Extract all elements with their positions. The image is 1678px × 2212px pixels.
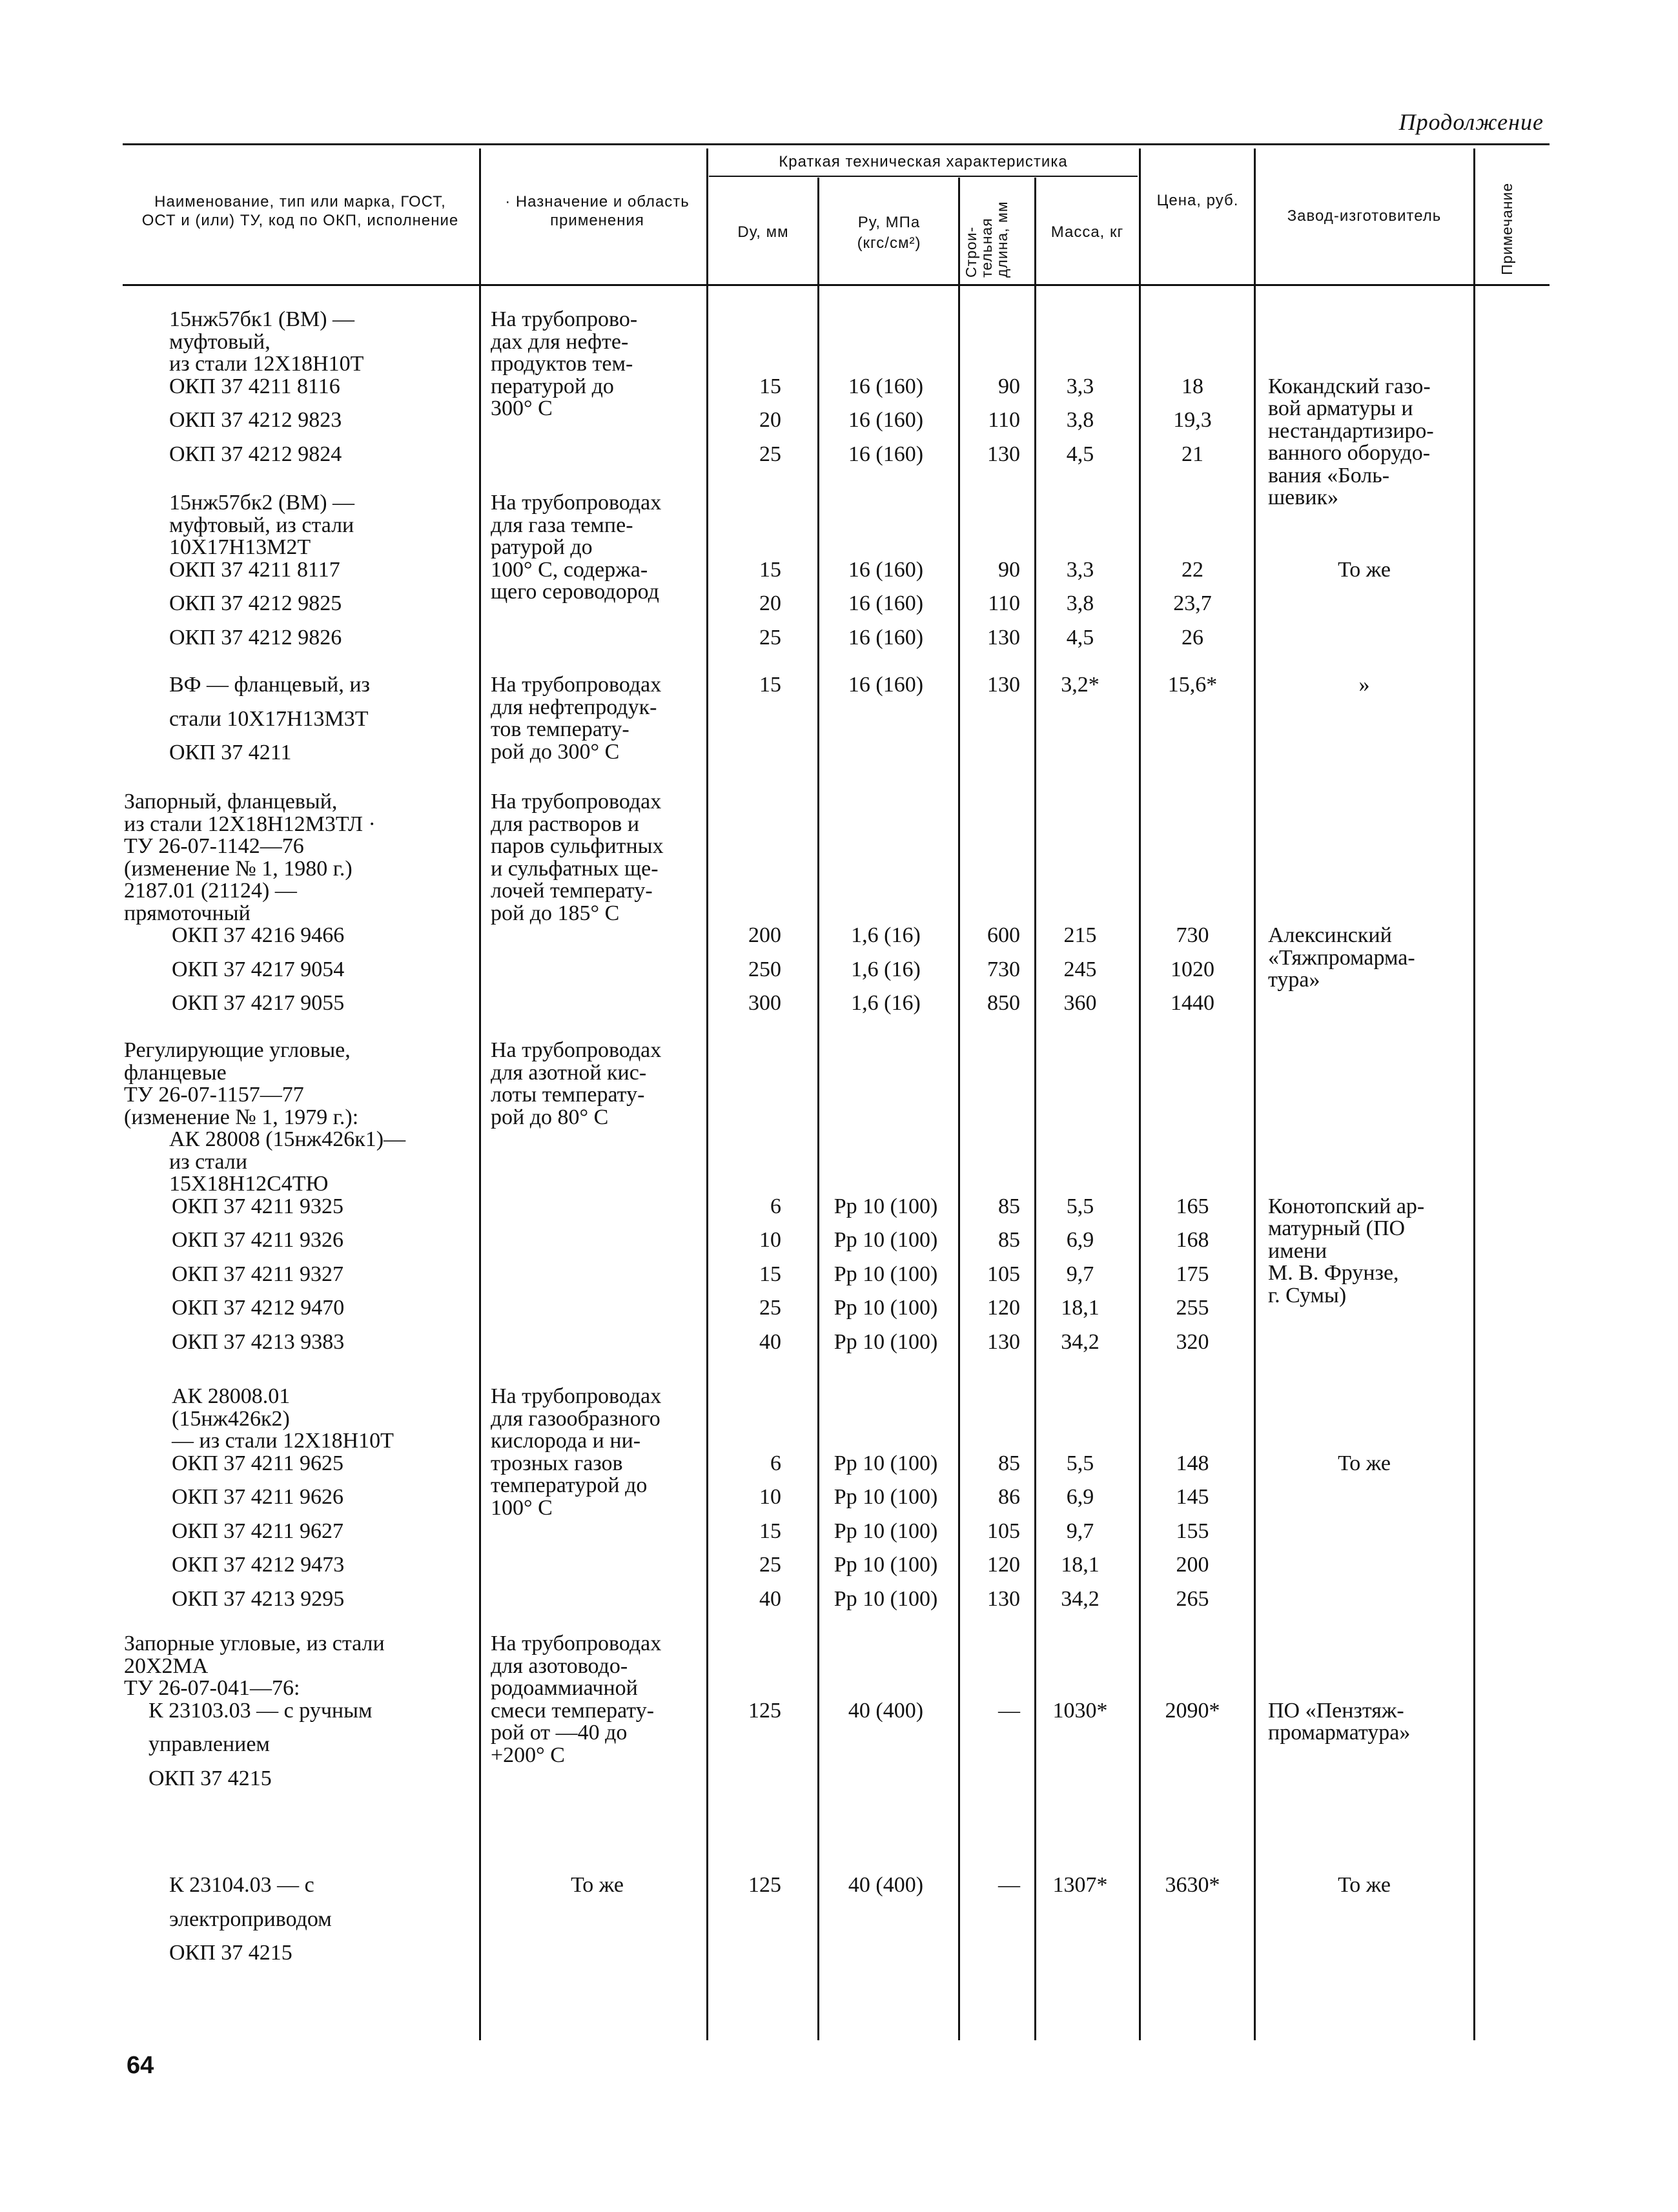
item-name-line: 2187.01 (21124) — — [124, 879, 297, 903]
length-cell: 120 — [987, 1553, 1020, 1577]
item-name-line: ОКП 37 4211 9625 — [172, 1451, 344, 1475]
length-cell: — — [998, 1873, 1020, 1897]
dy-cell: 15 — [759, 557, 781, 582]
py-cell: Pр 10 (100) — [834, 1329, 938, 1354]
price-cell: 23,7 — [1173, 591, 1212, 615]
price-cell: 1440 — [1171, 991, 1214, 1015]
dy-cell: 10 — [759, 1228, 781, 1252]
item-name-line: ОКП 37 4217 9055 — [172, 991, 345, 1015]
dy-cell: 6 — [770, 1451, 781, 1475]
purpose-line: для азотной кис- — [491, 1060, 647, 1085]
purpose-line: паров сульфитных — [491, 834, 664, 858]
col-divider-note — [1473, 148, 1475, 2040]
purpose-line: +200° С — [491, 1743, 565, 1767]
length-cell: 730 — [987, 957, 1020, 981]
maker-line: ПО «Пензтяж- — [1268, 1698, 1404, 1723]
item-name-line: муфтовый, из стали — [169, 513, 354, 537]
dy-cell: 250 — [748, 957, 781, 981]
maker-line: тура» — [1268, 968, 1320, 992]
price-cell: 19,3 — [1173, 408, 1212, 432]
purpose-line: рой от —40 до — [491, 1721, 628, 1745]
header-price: Цена, руб. — [1156, 192, 1239, 209]
length-cell: 130 — [987, 1329, 1020, 1354]
maker-line: вой арматуры и — [1268, 396, 1413, 420]
purpose-line: для азотоводо- — [491, 1654, 628, 1678]
purpose-line: То же — [571, 1873, 624, 1897]
mass-cell: 3,3 — [1066, 557, 1094, 582]
purpose-line: 300° С — [491, 396, 553, 420]
header-length: Строи- тельная длина, мм — [963, 201, 1010, 278]
dy-cell: 15 — [759, 1262, 781, 1286]
col-divider-purpose — [479, 148, 481, 2040]
purpose-line: продуктов тем- — [491, 352, 633, 376]
purpose-line: родоаммиачной — [491, 1676, 638, 1700]
py-cell: 16 (160) — [848, 408, 924, 432]
dy-cell: 10 — [759, 1485, 781, 1509]
py-cell: 40 (400) — [848, 1698, 924, 1723]
purpose-line: На трубопроводах — [491, 790, 662, 814]
dy-cell: 40 — [759, 1586, 781, 1611]
item-name-line: (изменение № 1, 1980 г.) — [124, 856, 353, 881]
item-name-line: ОКП 37 4211 9325 — [172, 1194, 344, 1218]
dy-cell: 25 — [759, 1553, 781, 1577]
price-cell: 18 — [1182, 374, 1203, 398]
purpose-line: кислорода и ни- — [491, 1429, 641, 1453]
item-name-line: — из стали 12Х18Н10Т — [172, 1429, 394, 1453]
py-cell: Pр 10 (100) — [834, 1519, 938, 1543]
maker-line: Алексинский — [1268, 923, 1392, 947]
length-cell: 90 — [998, 374, 1020, 398]
dy-cell: 15 — [759, 1519, 781, 1543]
py-cell: Pр 10 (100) — [834, 1296, 938, 1320]
length-cell: 110 — [988, 591, 1020, 615]
price-cell: 26 — [1182, 625, 1203, 650]
purpose-line: 100° С — [491, 1495, 553, 1520]
header-tech-group: Краткая техническая характеристика — [779, 153, 1068, 170]
item-name-line: ВФ — фланцевый, из — [169, 673, 370, 697]
item-name-line: муфтовый, — [169, 329, 271, 354]
py-cell: 1,6 (16) — [851, 923, 921, 947]
mass-cell: 6,9 — [1066, 1485, 1094, 1509]
purpose-line: лочей температу- — [491, 879, 653, 903]
item-name-line: 20Х2МА — [124, 1654, 209, 1678]
purpose-line: щего сероводород — [491, 580, 659, 604]
py-cell: 16 (160) — [848, 374, 924, 398]
dy-cell: 6 — [770, 1194, 781, 1218]
purpose-line: для нефтепродук- — [491, 695, 657, 719]
maker-line: То же — [1338, 557, 1391, 582]
item-name-line: ОКП 37 4211 8117 — [169, 557, 340, 582]
py-cell: Pр 10 (100) — [834, 1228, 938, 1252]
maker-line: М. В. Фрунзе, — [1268, 1261, 1399, 1285]
item-name-line: 15Х18Н12С4ТЮ — [169, 1172, 329, 1196]
item-name-line: Запорный, фланцевый, — [124, 790, 338, 814]
mass-cell: 1030* — [1052, 1698, 1108, 1723]
dy-cell: 125 — [748, 1873, 781, 1897]
item-name-line: управлением — [148, 1732, 270, 1756]
length-cell: 120 — [987, 1296, 1020, 1320]
length-cell: 85 — [998, 1228, 1020, 1252]
maker-line: Кокандский газо- — [1268, 374, 1431, 398]
length-cell: 600 — [987, 923, 1020, 947]
item-name-line: 15нж57бк2 (ВМ) — — [169, 491, 355, 515]
maker-line: «Тяжпромарма- — [1268, 945, 1415, 970]
mass-cell: 34,2 — [1061, 1329, 1100, 1354]
purpose-line: На трубопроводах — [491, 673, 662, 697]
price-cell: 145 — [1176, 1485, 1209, 1509]
price-cell: 165 — [1176, 1194, 1209, 1218]
mass-cell: 18,1 — [1061, 1553, 1100, 1577]
dy-cell: 15 — [759, 673, 781, 697]
price-cell: 255 — [1176, 1296, 1209, 1320]
py-cell: 1,6 (16) — [851, 991, 921, 1015]
item-name-line: из стали 12Х18Н10Т — [169, 352, 364, 376]
length-cell: 130 — [987, 625, 1020, 650]
mass-cell: 9,7 — [1066, 1519, 1094, 1543]
purpose-line: для растворов и — [491, 812, 640, 836]
col-divider-py — [817, 178, 819, 2040]
purpose-line: для газообразного — [491, 1406, 660, 1431]
py-cell: Pр 10 (100) — [834, 1586, 938, 1611]
item-name-line: (15нж426к2) — [172, 1406, 290, 1431]
col-divider-price — [1139, 148, 1141, 2040]
dy-cell: 25 — [759, 625, 781, 650]
item-name-line: из стали — [169, 1149, 248, 1174]
dy-cell: 25 — [759, 442, 781, 466]
item-name-line: Регулирующие угловые, — [124, 1038, 351, 1062]
header-note: Примечание — [1499, 182, 1515, 275]
py-cell: 16 (160) — [848, 442, 924, 466]
mass-cell: 3,8 — [1066, 591, 1094, 615]
price-cell: 175 — [1176, 1262, 1209, 1286]
price-cell: 320 — [1176, 1329, 1209, 1354]
header-purpose: · Назначение и область применения — [505, 193, 690, 229]
item-name-line: прямоточный — [124, 901, 251, 925]
mass-cell: 3,8 — [1066, 408, 1094, 432]
purpose-line: рой до 300° С — [491, 739, 620, 764]
mass-cell: 5,5 — [1066, 1194, 1094, 1218]
purpose-line: смеси температу- — [491, 1698, 655, 1723]
mass-cell: 9,7 — [1066, 1262, 1094, 1286]
length-cell: 130 — [987, 673, 1020, 697]
item-name-line: ОКП 37 4212 9470 — [172, 1296, 345, 1320]
purpose-line: ратурой до — [491, 535, 593, 559]
price-cell: 22 — [1182, 557, 1203, 582]
length-cell: 90 — [998, 557, 1020, 582]
purpose-line: На трубопрово- — [491, 307, 638, 331]
item-name-line: 10Х17Н13М2Т — [169, 535, 311, 559]
mass-cell: 3,3 — [1066, 374, 1094, 398]
item-name-line: фланцевые — [124, 1060, 227, 1085]
item-name-line: электроприводом — [169, 1907, 332, 1931]
header-maker: Завод-изготовитель — [1287, 207, 1442, 225]
page-number: 64 — [127, 2052, 154, 2079]
item-name-line: АК 28008.01 — [172, 1384, 291, 1408]
price-cell: 3630* — [1165, 1873, 1220, 1897]
length-cell: 85 — [998, 1451, 1020, 1475]
price-cell: 148 — [1176, 1451, 1209, 1475]
purpose-line: и сульфатных ще- — [491, 856, 659, 881]
dy-cell: 25 — [759, 1296, 781, 1320]
length-cell: 85 — [998, 1194, 1020, 1218]
item-name-line: (изменение № 1, 1979 г.): — [124, 1105, 359, 1129]
item-name-line: ОКП 37 4213 9383 — [172, 1329, 345, 1354]
item-name-line: ТУ 26-07-1142—76 — [124, 834, 304, 858]
dy-cell: 15 — [759, 374, 781, 398]
price-cell: 200 — [1176, 1553, 1209, 1577]
length-cell: 130 — [987, 442, 1020, 466]
mass-cell: 6,9 — [1066, 1228, 1094, 1252]
item-name-line: ОКП 37 4211 8116 — [169, 374, 340, 398]
dy-cell: 20 — [759, 591, 781, 615]
maker-line: нестандартизиро- — [1268, 418, 1434, 443]
item-name-line: К 23104.03 — с — [169, 1873, 314, 1897]
item-name-line: ОКП 37 4211 9627 — [172, 1519, 344, 1543]
purpose-line: 100° С, содержа- — [491, 557, 648, 582]
py-cell: Pр 10 (100) — [834, 1262, 938, 1286]
length-cell: 130 — [987, 1586, 1020, 1611]
continuation-label: Продолжение — [1398, 109, 1544, 135]
py-cell: Pр 10 (100) — [834, 1451, 938, 1475]
header-bottom-rule — [123, 284, 1550, 286]
price-cell: 168 — [1176, 1228, 1209, 1252]
maker-line: имени — [1268, 1238, 1327, 1263]
header-py-line1: Pу, МПа — [857, 214, 921, 231]
maker-line: матурный (ПО — [1268, 1216, 1406, 1240]
price-cell: 730 — [1176, 923, 1209, 947]
header-dy: Dу, мм — [737, 223, 789, 241]
length-cell: 86 — [998, 1485, 1020, 1509]
purpose-line: рой до 80° С — [491, 1105, 609, 1129]
py-cell: 16 (160) — [848, 625, 924, 650]
py-cell: 40 (400) — [848, 1873, 924, 1897]
item-name-line: ОКП 37 4211 9326 — [172, 1228, 344, 1252]
length-cell: 105 — [987, 1519, 1020, 1543]
purpose-line: дах для нефте- — [491, 329, 629, 354]
item-name-line: ОКП 37 4212 9823 — [169, 408, 342, 432]
py-cell: Pр 10 (100) — [834, 1485, 938, 1509]
col-divider-maker — [1254, 148, 1256, 2040]
item-name-line: ТУ 26-07-1157—77 — [124, 1083, 304, 1107]
item-name-line: ОКП 37 4212 9825 — [169, 591, 342, 615]
item-name-line: ОКП 37 4216 9466 — [172, 923, 345, 947]
dy-cell: 200 — [748, 923, 781, 947]
dy-cell: 125 — [748, 1698, 781, 1723]
price-cell: 1020 — [1171, 957, 1214, 981]
header-mass: Масса, кг — [1050, 223, 1124, 241]
item-name-line: К 23103.03 — с ручным — [148, 1698, 373, 1723]
py-cell: Pр 10 (100) — [834, 1194, 938, 1218]
item-name-line: ОКП 37 4213 9295 — [172, 1586, 345, 1611]
maker-line: » — [1358, 673, 1370, 697]
mass-cell: 4,5 — [1066, 625, 1094, 650]
purpose-line: трозных газов — [491, 1451, 623, 1475]
col-divider-length — [958, 178, 960, 2040]
dy-cell: 20 — [759, 408, 781, 432]
price-cell: 21 — [1182, 442, 1203, 466]
mass-cell: 4,5 — [1066, 442, 1094, 466]
mass-cell: 5,5 — [1066, 1451, 1094, 1475]
purpose-line: На трубопроводах — [491, 1038, 662, 1062]
tech-group-rule — [709, 176, 1138, 177]
price-cell: 2090* — [1165, 1698, 1220, 1723]
maker-line: То же — [1338, 1451, 1391, 1475]
item-name-line: ОКП 37 4212 9826 — [169, 625, 342, 650]
maker-line: шевик» — [1268, 486, 1339, 509]
py-cell: Pр 10 (100) — [834, 1553, 938, 1577]
mass-cell: 34,2 — [1061, 1586, 1100, 1611]
item-name-line: ОКП 37 4211 — [169, 741, 292, 764]
purpose-line: На трубопроводах — [491, 1632, 662, 1655]
item-name-line: ОКП 37 4217 9054 — [172, 957, 345, 981]
item-name-line: ОКП 37 4215 — [169, 1941, 292, 1965]
item-name-line: ОКП 37 4215 — [148, 1766, 272, 1790]
item-name-line: АК 28008 (15нж426к1)— — [169, 1127, 406, 1151]
price-cell: 155 — [1176, 1519, 1209, 1543]
py-cell: 16 (160) — [848, 673, 924, 697]
maker-line: вания «Боль- — [1268, 463, 1390, 487]
py-cell: 16 (160) — [848, 557, 924, 582]
maker-line: ванного оборудо- — [1268, 441, 1431, 465]
mass-cell: 3,2* — [1061, 673, 1100, 697]
maker-line: г. Сумы) — [1268, 1283, 1347, 1307]
maker-line: Конотопский ар- — [1268, 1194, 1425, 1218]
purpose-line: температурой до — [491, 1473, 648, 1497]
mass-cell: 245 — [1063, 957, 1097, 981]
length-cell: 850 — [987, 991, 1020, 1015]
length-cell: 110 — [988, 408, 1020, 432]
header-py-line2: (кгс/см²) — [857, 234, 921, 252]
item-name-line: ОКП 37 4212 9824 — [169, 442, 342, 466]
purpose-line: для газа темпе- — [491, 513, 633, 537]
dy-cell: 40 — [759, 1329, 781, 1354]
item-name-line: из стали 12Х18Н12М3ТЛ · — [124, 812, 376, 836]
col-divider-mass — [1034, 178, 1036, 2040]
item-name-line: Запорные угловые, из стали — [124, 1632, 385, 1655]
item-name-line: стали 10Х17Н13М3Т — [169, 706, 369, 731]
price-cell: 15,6* — [1167, 673, 1218, 697]
maker-line: промарматура» — [1268, 1721, 1411, 1745]
purpose-line: рой до 185° С — [491, 901, 620, 925]
item-name-line: ОКП 37 4211 9626 — [172, 1485, 344, 1509]
length-cell: 105 — [987, 1262, 1020, 1286]
col-divider-dy — [706, 148, 708, 2040]
purpose-line: лоты температу- — [491, 1083, 645, 1107]
table-top-rule — [123, 143, 1550, 145]
length-cell: — — [998, 1698, 1020, 1723]
mass-cell: 18,1 — [1061, 1296, 1100, 1320]
purpose-line: пературой до — [491, 374, 614, 398]
dy-cell: 300 — [748, 991, 781, 1015]
item-name-line: ОКП 37 4212 9473 — [172, 1553, 345, 1577]
item-name-line: 15нж57бк1 (ВМ) — — [169, 307, 355, 331]
mass-cell: 360 — [1063, 991, 1097, 1015]
header-name: Наименование, тип или марка, ГОСТ, ОСТ и (или) ТУ, код по ОКП, исполнение — [141, 193, 459, 229]
py-cell: 16 (160) — [848, 591, 924, 615]
purpose-line: На трубопроводах — [491, 491, 662, 515]
item-name-line: ОКП 37 4211 9327 — [172, 1262, 344, 1286]
maker-line: То же — [1338, 1873, 1391, 1897]
item-name-line: ТУ 26-07-041—76: — [124, 1676, 300, 1700]
mass-cell: 1307* — [1052, 1873, 1108, 1897]
mass-cell: 215 — [1063, 923, 1097, 947]
purpose-line: На трубопроводах — [491, 1384, 662, 1408]
price-cell: 265 — [1176, 1586, 1209, 1611]
purpose-line: тов температу- — [491, 717, 629, 741]
py-cell: 1,6 (16) — [851, 957, 921, 981]
